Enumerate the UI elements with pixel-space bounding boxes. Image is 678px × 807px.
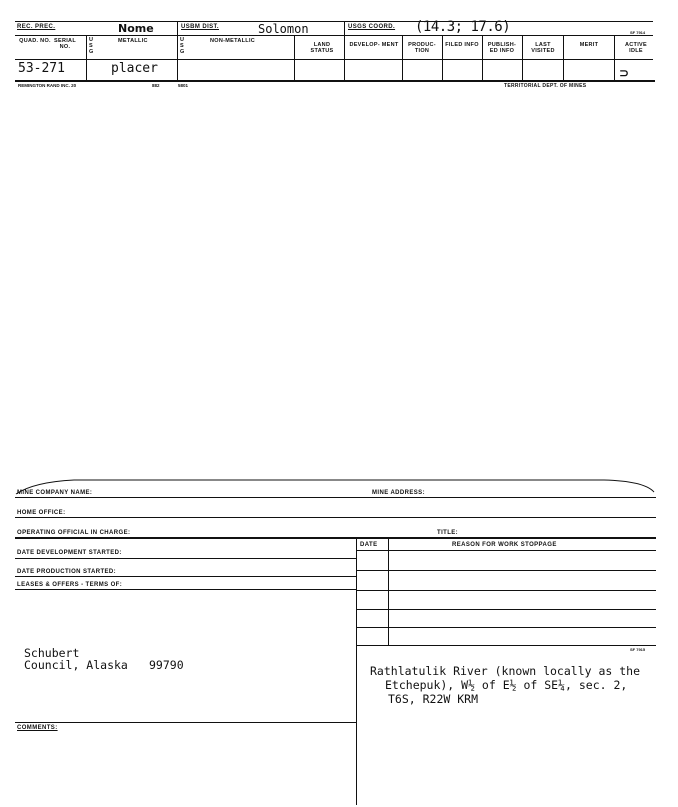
- rec-prec-label: REC. PREC.: [17, 24, 56, 30]
- date-column-header: DATE: [360, 542, 378, 548]
- mine-address-label: MINE ADDRESS:: [372, 490, 425, 496]
- title-label: TITLE:: [437, 530, 459, 536]
- vline: [402, 35, 403, 80]
- form-number: SF 7915: [630, 647, 646, 652]
- vline: [442, 35, 443, 80]
- usbm-dist-value: Solomon: [258, 22, 309, 36]
- location-line-1: Rathlatulik River (known locally as the: [370, 664, 641, 678]
- col-development: DEVELOP- MENT: [349, 42, 399, 48]
- home-office-label: HOME OFFICE:: [17, 510, 66, 516]
- vline: [563, 35, 564, 80]
- operating-official-label: OPERATING OFFICIAL IN CHARGE:: [17, 530, 131, 536]
- card-top-curve: [14, 476, 656, 496]
- card-bottom-line: [15, 80, 655, 82]
- leases-offers-label: LEASES & OFFERS - TERMS OF:: [17, 582, 123, 588]
- col-metallic: METALLIC: [118, 38, 148, 44]
- location-line-2: Etchepuk), W½ of E½ of SE¼, sec. 2,: [385, 678, 628, 692]
- row-line: [356, 590, 656, 591]
- reason-column-header: REASON FOR WORK STOPPAGE: [452, 542, 557, 548]
- row-line: [15, 722, 356, 723]
- row-line: [15, 576, 356, 577]
- row-line: [15, 517, 656, 518]
- row-line: [356, 627, 656, 628]
- location-line-3: T6S, R22W KRM: [388, 692, 479, 706]
- column-header-bottom-line: [15, 59, 653, 60]
- footer-printer: REMINGTON RAND INC. 20: [18, 83, 77, 88]
- mine-company-name-label: MINE COMPANY NAME:: [17, 490, 93, 496]
- vline: [294, 35, 295, 80]
- row-line: [356, 550, 656, 551]
- col-filed-info: FILED INFO: [445, 42, 479, 48]
- col-quad-no: QUAD. NO.: [19, 38, 51, 44]
- footer-code-1: 882: [152, 83, 160, 88]
- comments-label: COMMENTS:: [17, 725, 58, 731]
- row-line: [15, 537, 656, 539]
- vline: [614, 35, 615, 80]
- usbm-dist-label: USBM DIST.: [181, 24, 220, 30]
- col-production: PRODUC- TION: [408, 42, 436, 54]
- col-last-visited: LAST VISITED: [531, 42, 555, 54]
- vline: [522, 35, 523, 80]
- footer-department: TERRITORIAL DEPT. OF MINES: [504, 83, 587, 89]
- vline: [356, 537, 357, 805]
- date-production-label: DATE PRODUCTION STARTED:: [17, 569, 117, 575]
- col-serial-no: SERIAL NO.: [54, 38, 76, 50]
- form-number: SF 7914: [630, 30, 646, 35]
- usgs-coord-value: (14.3; 17.6): [415, 19, 511, 35]
- rec-prec-value: Nome: [118, 22, 154, 35]
- metallic-value: placer: [111, 61, 158, 76]
- row-line: [356, 609, 656, 610]
- vline: [344, 21, 345, 80]
- owner-location: Council, Alaska: [24, 658, 128, 672]
- col-non-metallic: NON-METALLIC: [210, 38, 256, 44]
- col-active-idle: ACTIVE IDLE: [625, 42, 647, 54]
- col-merit: MERIT: [579, 42, 599, 48]
- row-line: [15, 589, 356, 590]
- row-line: [356, 570, 656, 571]
- quad-serial-value: 53-271: [18, 61, 65, 76]
- header-divider-line: [15, 35, 653, 36]
- active-mark-icon: ⊃: [619, 66, 630, 80]
- row-line: [15, 558, 356, 559]
- usgs-coord-label: USGS COORD.: [348, 24, 396, 30]
- owner-name: Schubert: [24, 646, 80, 660]
- footer-code-2: 5801: [178, 83, 189, 88]
- vline: [86, 35, 87, 80]
- row-line: [15, 497, 656, 498]
- row-line: [356, 645, 656, 646]
- top-border-line: [15, 21, 653, 22]
- col-land-status: LAND STATUS: [310, 42, 334, 54]
- vline: [482, 35, 483, 80]
- vline: [388, 537, 389, 645]
- owner-zip: 99790: [149, 658, 184, 672]
- col-usg-metallic: U S G: [89, 37, 94, 55]
- col-usg-non-metallic: U S G: [180, 37, 185, 55]
- col-published-info: PUBLISH- ED INFO: [487, 42, 517, 54]
- vline: [177, 21, 178, 80]
- date-development-label: DATE DEVELOPMENT STARTED:: [17, 550, 122, 556]
